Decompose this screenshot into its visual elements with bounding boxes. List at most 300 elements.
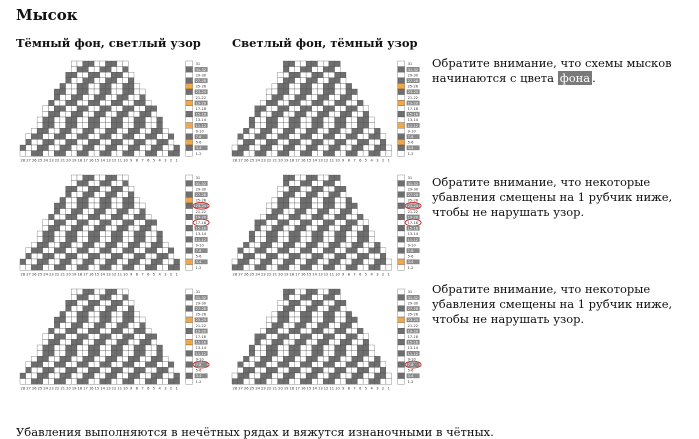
chart-cell [71,300,77,306]
chart-cell [335,197,341,203]
chart-cell [71,128,77,134]
chart-cell [140,95,146,101]
chart-cell [145,367,151,373]
chart-cell [71,362,77,368]
chart-cell [363,367,369,373]
chart-cell [151,151,157,157]
chart-cell [295,311,301,317]
chart-cell [106,117,112,123]
chart-cell [60,317,66,323]
chart-cell [323,214,329,220]
chart-cell [31,362,37,368]
chart-cell [329,67,335,73]
chart-cell [295,231,301,237]
row-label: 21-22 [407,209,419,214]
chart-cell [312,306,318,312]
column-number: 20 [278,272,283,277]
chart-cell [340,186,346,192]
chart-cell [346,362,352,368]
row-color-marker [186,67,193,73]
chart-cell [249,351,255,357]
chart-cell [295,181,301,187]
chart-cell [43,111,49,117]
chart-cell [106,83,112,89]
chart-cell [123,351,129,357]
chart-cell [168,379,174,385]
chart-cell [289,61,295,67]
column-number: 6 [147,386,150,391]
chart-cell [283,373,289,379]
chart-cell [243,367,249,373]
chart-cell [100,351,106,357]
row-color-marker [186,367,193,373]
chart-cell [128,339,134,345]
chart-cell [318,242,324,248]
chart-cell [88,231,94,237]
column-number: 25 [249,272,255,277]
row-label: 29-30 [195,301,207,306]
chart-cell [37,379,43,385]
chart-cell [261,339,267,345]
chart-cell [66,253,72,259]
chart-cell [283,192,289,198]
column-number: 23 [261,386,266,391]
chart-cell [261,220,267,226]
chart-cell [289,225,295,231]
chart-cell [71,145,77,151]
chart-cell [77,72,83,78]
row-color-marker [186,295,193,301]
chart-cell [357,253,363,259]
row-label: 11-12 [195,351,207,356]
chart-cell [31,128,37,134]
chart-cell [295,100,301,106]
chart-cell [329,317,335,323]
chart-cell [283,128,289,134]
chart-cell [272,334,278,340]
chart-cell [145,128,151,134]
chart-cell [123,95,129,101]
row-label: 9-10 [195,129,204,134]
row-color-marker [186,306,193,312]
chart-cell [318,237,324,243]
chart-cell [151,134,157,140]
chart-cell [346,231,352,237]
chart-cell [140,106,146,112]
column-number: 28 [20,386,26,391]
chart-cell [278,145,284,151]
chart-cell [37,265,43,271]
chart-cell [106,192,112,198]
chart-cell [88,362,94,368]
chart-cell [71,175,77,181]
column-number: 13 [318,158,323,163]
row-label: 15-16 [407,226,419,231]
chart-cell [369,362,375,368]
chart-cell [77,289,83,295]
chart-cell [272,197,278,203]
chart-cell [117,151,123,157]
chart-cell [123,295,129,301]
chart-cell [157,356,163,362]
chart-cell [77,295,83,301]
chart-cell [117,317,123,323]
chart-cell [312,253,318,259]
chart-cell [289,367,295,373]
chart-cell [323,339,329,345]
chart-cell [37,123,43,129]
chart-cell [283,300,289,306]
page-title: Мысок [16,6,78,24]
chart-cell [117,334,123,340]
chart-cell [329,209,335,215]
chart-cell [49,345,55,351]
column-number: 23 [49,272,54,277]
chart-cell [145,151,151,157]
chart-cell [335,323,341,329]
chart-cell [329,334,335,340]
chart-cell [369,367,375,373]
chart-cell [54,379,60,385]
chart-cell [77,367,83,373]
chart-cell [49,220,55,226]
chart-cell [306,209,312,215]
chart-cell [106,139,112,145]
row-label: 17-18 [407,335,419,339]
chart-cell [49,139,55,145]
chart-cell [31,253,37,259]
chart-cell [163,128,169,134]
column-number: 5 [364,158,368,163]
chart-cell [94,214,100,220]
row-label: 7-8 [195,249,202,253]
chart-cell [94,220,100,226]
chart-cell [66,334,72,340]
row-color-marker [186,328,193,334]
chart-cell [54,253,60,259]
chart-cell [83,134,89,140]
chart-cell [94,345,100,351]
chart-cell [357,373,363,379]
chart-cell [369,265,375,271]
row-color-marker [186,311,193,317]
chart-cell [128,72,134,78]
chart-cell [283,242,289,248]
chart-cell [54,345,60,351]
chart-cell [83,289,89,295]
chart-cell [278,111,284,117]
chart-cell [300,186,306,192]
chart-cell [318,214,324,220]
chart-cell [295,225,301,231]
chart-cell [255,356,261,362]
chart-cell [255,220,261,226]
row-color-marker [398,181,405,187]
chart-cell [335,192,341,198]
chart-cell [140,145,146,151]
row-color-marker [186,323,193,329]
chart-cell [71,334,77,340]
chart-cell [255,242,261,248]
chart-cell [352,123,358,129]
chart-cell [289,89,295,95]
chart-cell [94,379,100,385]
chart-cell [151,253,157,259]
chart-cell [123,128,129,134]
chart-cell [300,253,306,259]
chart-cell [134,311,140,317]
chart-cell [157,345,163,351]
chart-cell [295,345,301,351]
chart-cell [335,123,341,129]
chart-cell [168,367,174,373]
chart-cell [312,67,318,73]
chart-cell [283,323,289,329]
chart-cell [49,367,55,373]
chart-cell [352,356,358,362]
chart-cell [123,186,129,192]
chart-cell [346,220,352,226]
chart-cell [323,61,329,67]
chart-cell [140,379,146,385]
chart-cell [295,117,301,123]
column-number: 16 [300,386,306,391]
chart-cell [340,123,346,129]
chart-cell [340,95,346,101]
chart-cell [289,231,295,237]
column-number: 7 [141,386,144,391]
chart-cell [100,345,106,351]
chart-cell [60,214,66,220]
chart-cell [88,220,94,226]
chart-cell [312,111,318,117]
chart-cell [43,248,49,254]
chart-cell [300,248,306,254]
chart-cell [151,367,157,373]
chart-cell [145,248,151,254]
chart-cell [266,248,272,254]
chart-cell [375,242,381,248]
chart-cell [163,242,169,248]
chart-cell [151,351,157,357]
chart-cell [123,67,129,73]
chart-cell [323,117,329,123]
chart-cell [318,311,324,317]
column-number: 27 [26,158,31,163]
column-number: 18 [77,272,83,277]
column-number: 6 [359,386,362,391]
chart-cell [340,323,346,329]
chart-cell [346,139,352,145]
column-number: 20 [66,158,71,163]
chart-cell [346,100,352,106]
chart-cell [232,265,238,271]
row-label: 29-30 [195,73,207,78]
chart-cell [346,83,352,89]
column-number: 25 [249,386,255,391]
chart-cell [49,225,55,231]
row-color-marker [186,225,193,231]
row-color-marker [398,89,405,95]
chart-cell [43,117,49,123]
chart-cell [266,356,272,362]
row-color-marker [398,289,405,295]
chart-cell [88,151,94,157]
chart-cell [266,323,272,329]
chart-cell [243,139,249,145]
chart-cell [266,231,272,237]
chart-cell [346,334,352,340]
chart-cell [261,139,267,145]
row-label: 23-24 [195,318,207,323]
chart-cell [54,106,60,112]
chart-cell [369,237,375,243]
chart-cell [318,95,324,101]
chart-cell [117,197,123,203]
chart-cell [106,295,112,301]
chart-cell [123,181,129,187]
chart-cell [300,123,306,129]
chart-cell [312,362,318,368]
chart-cell [66,186,72,192]
chart-cell [77,334,83,340]
chart-cell [278,259,284,265]
chart-cell [128,351,134,357]
chart-cell [157,351,163,357]
chart-cell [283,295,289,301]
chart-cell [54,356,60,362]
chart-cell [174,259,180,265]
chart-cell [94,231,100,237]
chart-cell [88,117,94,123]
chart-cell [306,186,312,192]
chart-cell [312,323,318,329]
chart-cell [295,209,301,215]
chart-cell [283,328,289,334]
chart-cell [54,334,60,340]
chart-cell [306,61,312,67]
chart-cell [329,72,335,78]
row-color-marker [186,106,193,112]
chart-cell [77,317,83,323]
chart-cell [111,242,117,248]
chart-cell [111,214,117,220]
chart-cell [340,242,346,248]
chart-cell [94,128,100,134]
chart-cell [352,265,358,271]
column-number: 5 [152,272,156,277]
chart-cell [278,300,284,306]
row-color-marker [398,328,405,334]
chart-cell [300,134,306,140]
row-label: 25-26 [195,84,207,89]
chart-cell [363,106,369,112]
chart-cell [128,197,134,203]
chart-cell [106,95,112,101]
chart-cell [335,117,341,123]
row-color-marker [186,237,193,243]
chart-cell [123,237,129,243]
chart-cell [278,328,284,334]
chart-cell [335,253,341,259]
chart-cell [289,339,295,345]
chart-cell [88,214,94,220]
chart-cell [346,89,352,95]
chart-cell [123,253,129,259]
chart-cell [363,134,369,140]
chart-cell [140,139,146,145]
chart-cell [306,145,312,151]
chart-cell [117,83,123,89]
chart-cell [88,203,94,209]
chart-cell [266,100,272,106]
chart-cell [100,328,106,334]
chart-cell [261,145,267,151]
chart-cell [306,128,312,134]
chart-cell [77,106,83,112]
chart-cell [329,373,335,379]
chart-cell [54,128,60,134]
chart-cell [43,259,49,265]
chart-cell [83,123,89,129]
chart-cell [140,203,146,209]
chart-cell [128,265,134,271]
chart-cell [255,339,261,345]
chart-cell [340,220,346,226]
row-label: 31-32 [407,295,419,300]
chart-cell [352,317,358,323]
column-number: 10 [123,158,128,163]
chart-cell [111,134,117,140]
chart-cell [335,175,341,181]
chart-cell [335,61,341,67]
chart-cell [163,134,169,140]
chart-cell [289,248,295,254]
chart-cell [117,78,123,84]
chart-cell [128,117,134,123]
chart-cell [255,351,261,357]
chart-cell [249,134,255,140]
chart-cell [88,67,94,73]
chart-cell [283,95,289,101]
chart-cell [278,106,284,112]
chart-cell [157,248,163,254]
chart-cell [37,151,43,157]
chart-cell [318,203,324,209]
chart-cell [71,197,77,203]
chart-cell [278,237,284,243]
row-color-marker [186,72,193,78]
chart-cell [306,367,312,373]
chart-cell [340,192,346,198]
chart-cell [134,111,140,117]
chart-cell [312,61,318,67]
chart-cell [83,334,89,340]
chart-cell [66,367,72,373]
chart-cell [306,237,312,243]
chart-cell [386,373,392,379]
chart-cell [375,248,381,254]
chart-cell [283,139,289,145]
chart-cell [60,373,66,379]
chart-cell [100,311,106,317]
chart-cell [283,186,289,192]
chart-cell [335,300,341,306]
chart-cell [306,95,312,101]
chart-cell [128,306,134,312]
row-label: 3-4 [407,374,414,379]
chart-cell [117,134,123,140]
